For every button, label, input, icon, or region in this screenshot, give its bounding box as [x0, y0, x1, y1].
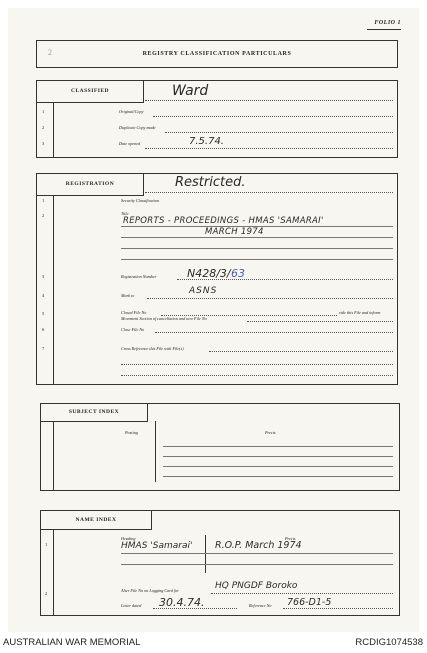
duplicate-copy-label: Duplicate Copy made — [119, 125, 156, 130]
registration-row-number: 4 — [42, 293, 45, 298]
heading-value: HMAS 'Samarai' — [121, 541, 193, 551]
title-rule — [121, 237, 393, 238]
precis-rule — [163, 456, 393, 457]
name-index-number-column — [53, 529, 54, 615]
date-opened-value: 7.5.74. — [189, 136, 224, 147]
registration-tag: REGISTRATION — [37, 174, 144, 196]
registration-row-number: 5 — [42, 311, 45, 316]
archive-name: AUSTRALIAN WAR MEMORIAL — [3, 637, 141, 648]
title-label: Title — [121, 211, 129, 216]
title-line-2: MARCH 1974 — [205, 227, 264, 237]
reference-no-value: 766-D1-5 — [287, 597, 332, 608]
posting-label: Posting — [125, 430, 138, 435]
mark-to-label: Mark to — [121, 293, 135, 298]
subject-index-tag: SUBJECT INDEX — [41, 404, 148, 422]
heading-precis-divider — [205, 535, 206, 573]
registration-number-column — [53, 195, 54, 384]
heading-label: Heading — [121, 536, 136, 541]
alter-file-label: Alter File No on Logging Card for — [121, 588, 179, 593]
folio-number: FOLIO 1 — [374, 20, 401, 26]
registration-row-number: 6 — [42, 327, 45, 332]
letter-dated-line — [153, 608, 237, 609]
name-index-row-number: 1 — [45, 542, 48, 547]
title-line-1: REPORTS - PROCEEDINGS - HMAS 'SAMARAI' — [123, 216, 324, 226]
name-index-section — [40, 510, 400, 616]
registration-row-number: 3 — [42, 274, 45, 279]
alter-file-line — [211, 593, 393, 594]
mark-to-value: ASNS — [189, 286, 218, 296]
classified-tag: CLASSIFIED — [37, 81, 144, 103]
date-opened-line — [145, 148, 393, 149]
classified-number-column — [53, 102, 54, 157]
date-opened-label: Date opened — [119, 141, 141, 146]
cross-reference-line — [209, 351, 393, 352]
original-copy-line — [153, 116, 393, 117]
subject-index-margin — [53, 421, 54, 490]
movement-section-label: Movement Section of cancellation and new File No — [121, 316, 207, 321]
reference-no-label: Reference No — [249, 603, 272, 608]
classified-dotted-line — [145, 100, 393, 101]
registration-number-line — [177, 279, 393, 280]
precis-rule — [163, 476, 393, 477]
duplicate-copy-line — [165, 132, 393, 133]
close-file-line — [155, 332, 393, 333]
close-file-label: Close File No — [121, 327, 145, 332]
precis-rule — [163, 466, 393, 467]
classified-row-number: 1 — [42, 109, 45, 114]
form-title: REGISTRY CLASSIFICATION PARTICULARS — [142, 51, 292, 57]
reference-no-line — [283, 608, 393, 609]
registration-row-number: 2 — [42, 213, 45, 218]
registration-row-number: 1 — [42, 198, 45, 203]
registration-section — [36, 173, 398, 385]
precis-rule — [163, 446, 393, 447]
closed-file-label: Closed File No — [121, 310, 147, 315]
document-id: RCDIG1074538 — [355, 637, 423, 648]
posting-precis-divider — [155, 421, 156, 482]
name-precis-value: R.O.P. March 1974 — [215, 540, 302, 551]
cross-reference-label: Cross Reference this File with File(s) — [121, 346, 184, 351]
title-rule — [121, 259, 393, 260]
name-precis-label: Precis — [285, 536, 296, 541]
security-classification-label: Security Classification — [121, 198, 160, 203]
folio-underline — [367, 29, 401, 30]
alter-file-value: HQ PNGDF Boroko — [215, 581, 298, 591]
classified-row-number: 2 — [42, 125, 45, 130]
title-rule — [121, 248, 393, 249]
original-copy-label: Original/Copy — [119, 109, 144, 114]
name-index-rule — [121, 553, 393, 554]
name-index-row-number: 2 — [45, 591, 48, 596]
classification-handwritten: Ward — [172, 83, 209, 99]
title-rule — [121, 226, 393, 227]
pencil-mark: 2 — [48, 48, 52, 57]
registration-dotted-line — [145, 192, 393, 193]
name-index-tag: NAME INDEX — [41, 511, 152, 530]
registration-number-value: N428/3/ — [187, 267, 231, 280]
name-index-rule — [121, 564, 393, 565]
classified-section — [36, 80, 398, 158]
mark-to-line — [147, 298, 393, 299]
form-title-box — [36, 40, 398, 68]
registration-number-suffix: 63 — [231, 267, 245, 280]
letter-dated-label: Letter dated — [121, 603, 142, 608]
cross-reference-line — [121, 375, 393, 376]
letter-dated-value: 30.4.74. — [159, 596, 205, 609]
cross-reference-line — [121, 364, 393, 365]
precis-label: Precis — [265, 430, 276, 435]
registration-number-label: Registration Number — [121, 274, 157, 279]
closed-file-tail-label: vide this File and inform — [339, 310, 381, 315]
subject-index-section — [40, 403, 400, 491]
registration-classification-handwritten: Restricted. — [175, 175, 246, 190]
classified-row-number: 3 — [42, 141, 45, 146]
movement-section-line — [247, 321, 393, 322]
registration-row-number: 7 — [42, 346, 45, 351]
